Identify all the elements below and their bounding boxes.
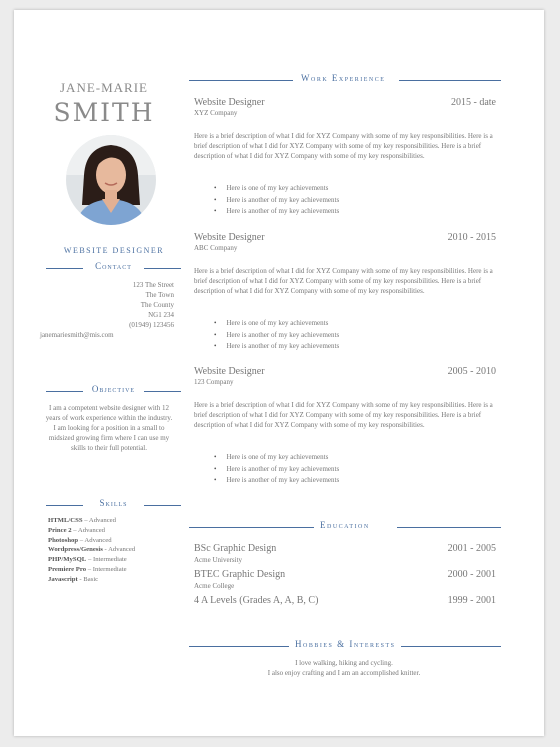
phone-number: (01949) 123456 xyxy=(129,321,174,329)
address-postcode: NG1 234 xyxy=(148,311,174,319)
objective-text: I am a competent website designer with 12 years of work experience within the industry. I am looking for a position in a small to midsized growing firm where I can use my skills to their full potential. xyxy=(45,404,173,452)
skill-item: Wordpress/Genesis - Advanced xyxy=(48,546,136,554)
job-company: XYZ Company xyxy=(194,109,238,117)
achievement-item: • Here is another of my key achievements xyxy=(214,341,464,353)
skills-heading-label: Skills xyxy=(99,498,128,508)
skill-item: HTML/CSS – Advanced xyxy=(48,517,116,524)
job-description: Here is a brief description of what I did for XYZ Company with some of my key responsibilities. Here is a brief description of what I did for XYZ Company with some of my key responsibilities. Here is a brief description of what I did for XYZ Company with some of my key responsibilities. xyxy=(194,132,493,160)
work-heading xyxy=(189,73,501,87)
skills-heading xyxy=(46,498,181,512)
contact-block xyxy=(40,280,174,340)
hobbies-heading xyxy=(189,639,501,653)
address-line-3: The County xyxy=(140,301,174,309)
education-heading xyxy=(189,520,501,534)
work-heading-label: Work Experience xyxy=(301,73,386,83)
skill-item: PHP/MySQL – Intermediate xyxy=(48,556,127,564)
job-role: WEBSITE DESIGNER xyxy=(63,246,165,255)
achievement-item: • Here is one of my key achievements xyxy=(214,452,464,464)
achievement-item: • Here is another of my key achievements xyxy=(214,330,464,342)
skill-item: Prince 2 – Advanced xyxy=(48,526,106,534)
education-title: BSc Graphic Design xyxy=(194,543,277,554)
achievement-list xyxy=(214,318,464,353)
job-title: Website Designer xyxy=(194,366,265,377)
achievement-item: • Here is another of my key achievements xyxy=(214,475,464,487)
education-title: 4 A Levels (Grades A, A, B, C) xyxy=(194,595,319,606)
job-date: 2010 - 2015 xyxy=(447,232,496,243)
education-title: BTEC Graphic Design xyxy=(194,569,286,580)
resume-page xyxy=(14,10,544,736)
achievement-item: • Here is another of my key achievements xyxy=(214,464,464,476)
address-line-2: The Town xyxy=(145,291,174,299)
job-date: 2015 - date xyxy=(451,97,496,108)
contact-heading xyxy=(46,261,181,275)
job-date: 2005 - 2010 xyxy=(447,366,496,377)
achievement-item: • Here is another of my key achievements xyxy=(214,206,464,218)
hobbies-heading-label: Hobbies & Interests xyxy=(295,639,396,649)
education-school: Acme College xyxy=(194,582,235,590)
job-description: Here is a brief description of what I did for XYZ Company with some of my key responsibilities. Here is a brief description of what I did for XYZ Company with some of my key responsibilities. Here is a brief description of what I did for XYZ Company with some of my key responsibilities. xyxy=(194,401,493,429)
education-date: 2001 - 2005 xyxy=(447,543,496,554)
address-line-1: 123 The Street xyxy=(132,281,174,289)
job-description: Here is a brief description of what I did for XYZ Company with some of my key responsibilities. Here is a brief description of what I did for XYZ Company with some of my key responsibilities. Here is a brief description of what I did for XYZ Company with some of my key responsibilities. xyxy=(194,267,493,295)
achievement-list xyxy=(214,452,464,487)
job-company: ABC Company xyxy=(194,244,238,252)
education-school: Acme University xyxy=(194,556,243,564)
objective-heading xyxy=(46,384,181,398)
objective-heading-label: Objective xyxy=(91,384,136,394)
job-title: Website Designer xyxy=(194,97,265,108)
skill-item: Photoshop – Advanced xyxy=(48,536,112,544)
hobbies-line-1: I love walking, hiking and cycling. xyxy=(295,659,393,667)
hobbies-line-2: I also enjoy crafting and I am an accomplished knitter. xyxy=(267,669,421,677)
education-date: 1999 - 2001 xyxy=(447,595,496,606)
education-date: 2000 - 2001 xyxy=(447,569,496,580)
education-heading-label: Education xyxy=(320,520,370,530)
achievement-list xyxy=(214,183,464,218)
job-title: Website Designer xyxy=(194,232,265,243)
achievement-item: • Here is another of my key achievements xyxy=(214,195,464,207)
skill-item: Javascript - Basic xyxy=(48,575,99,583)
skills-list xyxy=(48,516,178,585)
contact-heading-label: Contact xyxy=(95,261,132,271)
achievement-item: • Here is one of my key achievements xyxy=(214,183,464,195)
first-name: JANE-MARIE xyxy=(60,80,148,95)
skill-item: Premiere Pro – Intermediate xyxy=(48,565,127,573)
job-company: 123 Company xyxy=(194,378,234,386)
profile-photo xyxy=(66,135,156,225)
achievement-item: • Here is one of my key achievements xyxy=(214,318,464,330)
last-name: SMITH xyxy=(53,98,155,127)
email-address[interactable]: janemariesmith@mis.com xyxy=(40,331,114,339)
